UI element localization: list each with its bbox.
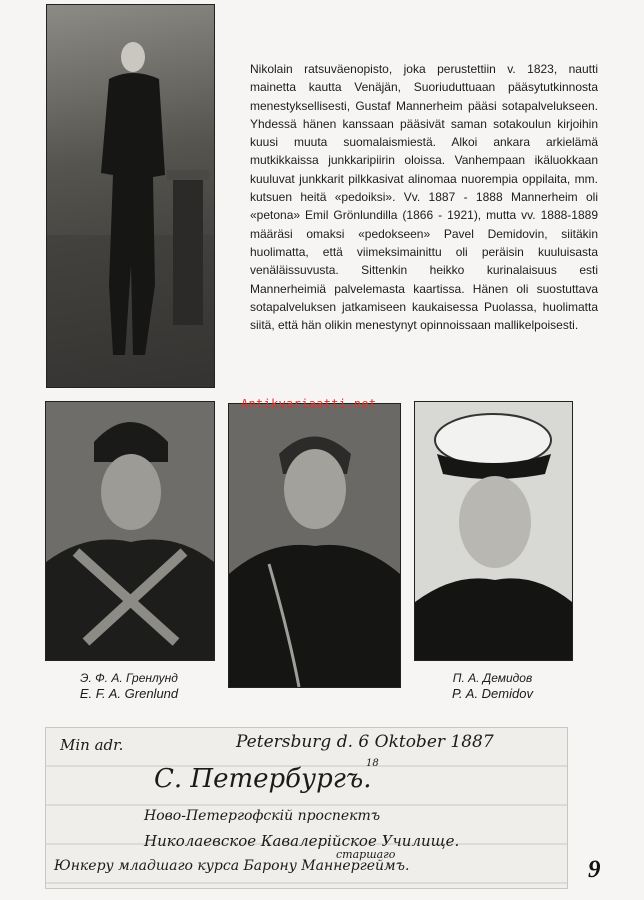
young-officer-portrait-photo <box>228 403 401 688</box>
handwriting-line: Petersburg d. 6 Oktober 1887 <box>236 732 494 752</box>
watermark-text: Antikvariaatti.net <box>241 397 377 411</box>
grenlund-portrait-photo <box>45 401 215 661</box>
page-number: 9 <box>588 856 601 883</box>
grenlund-caption-latin: E. F. A. Grenlund <box>79 686 179 701</box>
demidov-caption-cyrillic: П. А. Демидов <box>452 671 533 685</box>
handwriting-line: Юнкеру младшаго курса Барону Маннергеймъ. <box>54 858 410 874</box>
handwriting-line: С. Петербургъ. <box>154 764 372 794</box>
demidov-caption-latin: P. A. Demidov <box>452 686 533 701</box>
demidov-figure <box>415 402 572 660</box>
grenlund-figure <box>46 402 214 660</box>
body-paragraph: Nikolain ratsuväenopisto, joka perustettiin v. 1823, nautti mainetta kautta Venäjän, Suoriuduttuaan pääsytutkinnosta menestyksellisesti, Gustaf Mannerheim pääsi sotapalvelukseen. Yhdessä hänen kanssaan pääsivät saman sotakoulun kirjoihin kuusi muuta suomalaismiestä. Alkoi ankara arkielämä mutkikkaissa junkkaripiirin oloissa. Vanhempaan ikäluokkaan kuuluvat junkkarit pilkkasivat alinomaa nuorempia oppilaita, mm. kutsuen heitä «pedoiksi». Vv. 1887 - 1888 Mannerheim oli «petona» Emil Grönlundilla (1866 - 1921), mutta vv. 1888-1889 määräsi omaksi «pedokseen» Pavel Demidovin, siitäkin huolimatta, että viimeksimainittu oli peräisin kuuluisasta venäläissuvusta. Sittenkin heikko kurinalaisuus esti Mannerheimiä palvelemasta kaartissa. Hänen oli suostuttava sotapalveluksen jatkamiseen kaukaisessa Puolassa, huolimatta siitä, että hän olikin menestynyt opinnoissaan mallikelpoisesti. <box>250 62 598 333</box>
cadet-portrait-photo <box>46 4 215 388</box>
handwritten-envelope-scan <box>45 727 568 889</box>
handwriting-line: Ново-Петергофскій проспектъ <box>144 808 381 824</box>
grenlund-caption <box>45 670 213 702</box>
grenlund-caption-cyrillic: Э. Ф. А. Гренлунд <box>80 671 178 685</box>
handwriting-line: Николаевское Кавалерійское Училище. <box>144 832 460 850</box>
demidov-portrait-photo <box>414 401 573 661</box>
handwriting-line: Min adr. <box>60 736 124 754</box>
demidov-caption <box>414 670 571 702</box>
handwriting-line: старшаго <box>336 848 396 861</box>
cadet-figure <box>47 5 214 387</box>
handwriting-line: 18 <box>366 758 379 769</box>
young-officer-figure <box>229 404 400 687</box>
